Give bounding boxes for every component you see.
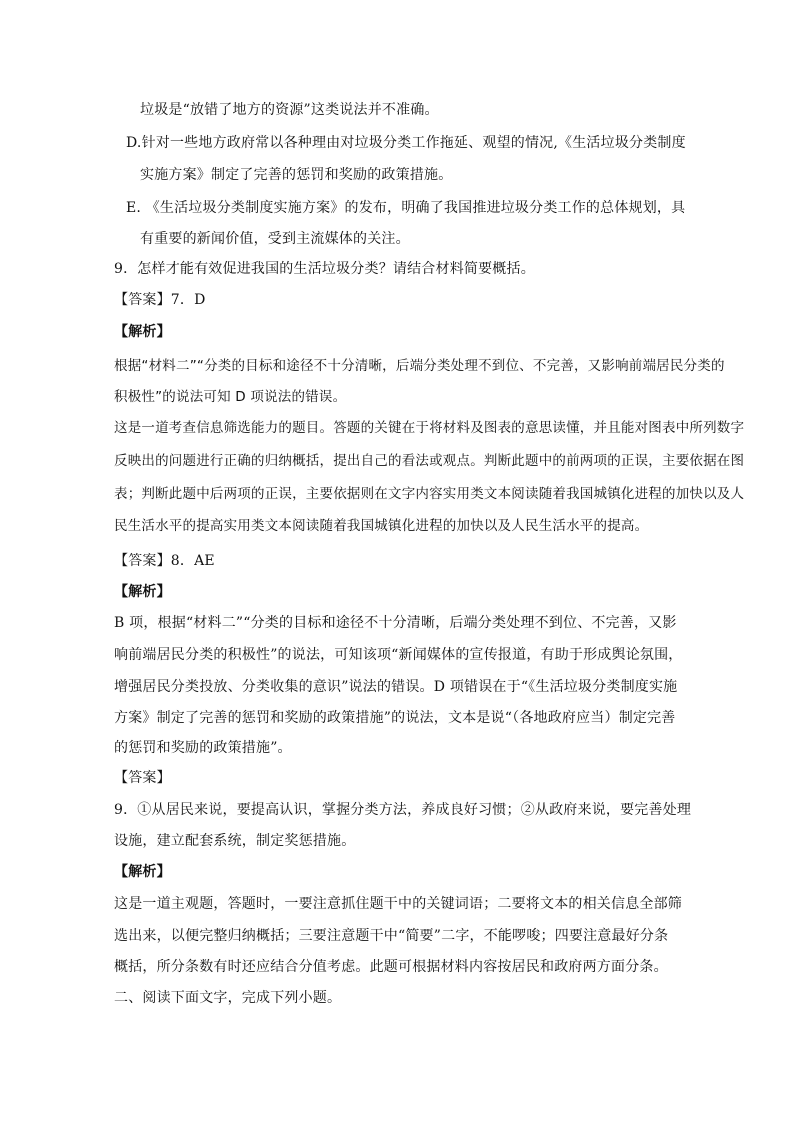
- analysis-8-line-1: B 项，根据“材料二”“分类的目标和途径不十分清晰，后端分类处理不到位、不完善，又影: [114, 615, 677, 631]
- analysis-7-label: 【解析】: [114, 324, 171, 340]
- option-d-line-2: 实施方案》制定了完善的惩罚和奖励的政策措施。: [140, 167, 453, 183]
- analysis-9-line-3: 概括，所分条数有时还应结合分值考虑。此题可根据材料内容按居民和政府两方面分条。: [114, 959, 668, 975]
- option-d-line-1: D.针对一些地方政府常以各种理由对垃圾分类工作拖延、观望的情况,《生活垃圾分类制度: [126, 135, 686, 151]
- analysis-8-line-2: 响前端居民分类的积极性”的说法，可知该项“新闻媒体的宣传报道，有助于形成舆论氛围，: [114, 647, 683, 663]
- analysis-7-line-3: 这是一道考查信息筛选能力的题目。答题的关键在于将材料及图表的意思读懂，并且能对图表中所列数字: [114, 420, 745, 436]
- analysis-9-label: 【解析】: [114, 864, 171, 880]
- analysis-7-line-2: 积极性”的说法可知 D 项说法的错误。: [114, 389, 347, 405]
- analysis-7-line-4: 反映出的问题进行正确的归纳概括，提出自己的看法或观点。判断此题中的前两项的正误，主要依据在图: [114, 453, 745, 469]
- analysis-8-line-3: 增强居民分类投放、分类收集的意识”说法的错误。D 项错误在于“《生活垃圾分类制度实施: [114, 679, 678, 695]
- answer-9-line-1: 9．①从居民来说，要提高认识，掌握分类方法，养成良好习惯；②从政府来说，要完善处理: [114, 802, 692, 818]
- analysis-7-line-1: 根据“材料二”“分类的目标和途径不十分清晰，后端分类处理不到位、不完善，又影响前端居民分类的: [114, 358, 725, 374]
- analysis-8-line-4: 方案》制定了完善的惩罚和奖励的政策措施”的说法，文本是说“（各地政府应当）制定完善: [114, 710, 676, 726]
- analysis-8-line-5: 的惩罚和奖励的政策措施”。: [114, 740, 292, 756]
- question-9: 9．怎样才能有效促进我国的生活垃圾分类？请结合材料简要概括。: [114, 261, 535, 277]
- answer-9-label: 【答案】: [114, 770, 171, 786]
- option-c-tail: 垃圾是“放错了地方的资源”这类说法并不准确。: [140, 102, 439, 118]
- option-e-line-2: 有重要的新闻价值，受到主流媒体的关注。: [140, 231, 410, 247]
- answer-7-label: 【答案】7．D: [114, 292, 206, 308]
- analysis-9-line-2: 选出来，以便完整归纳概括；三要注意题干中“简要”二字，不能啰唆；四要注意最好分条: [114, 928, 669, 944]
- analysis-7-line-5: 表；判断此题中后两项的正误，主要依据则在文字内容实用类文本阅读随着我国城镇化进程的加快以及人: [114, 486, 745, 502]
- section-2-heading: 二、阅读下面文字，完成下列小题。: [114, 990, 342, 1006]
- answer-8-label: 【答案】8．AE: [114, 553, 215, 569]
- analysis-8-label: 【解析】: [114, 584, 171, 600]
- answer-9-line-2: 设施，建立配套系统，制定奖惩措施。: [114, 833, 356, 849]
- option-e-line-1: E. 《生活垃圾分类制度实施方案》的发布，明确了我国推进垃圾分类工作的总体规划，具: [126, 200, 686, 216]
- analysis-9-line-1: 这是一道主观题，答题时，一要注意抓住题干中的关键词语；二要将文本的相关信息全部筛: [114, 896, 682, 912]
- analysis-7-line-6: 民生活水平的提高实用类文本阅读随着我国城镇化进程的加快以及人民生活水平的提高。: [114, 518, 649, 534]
